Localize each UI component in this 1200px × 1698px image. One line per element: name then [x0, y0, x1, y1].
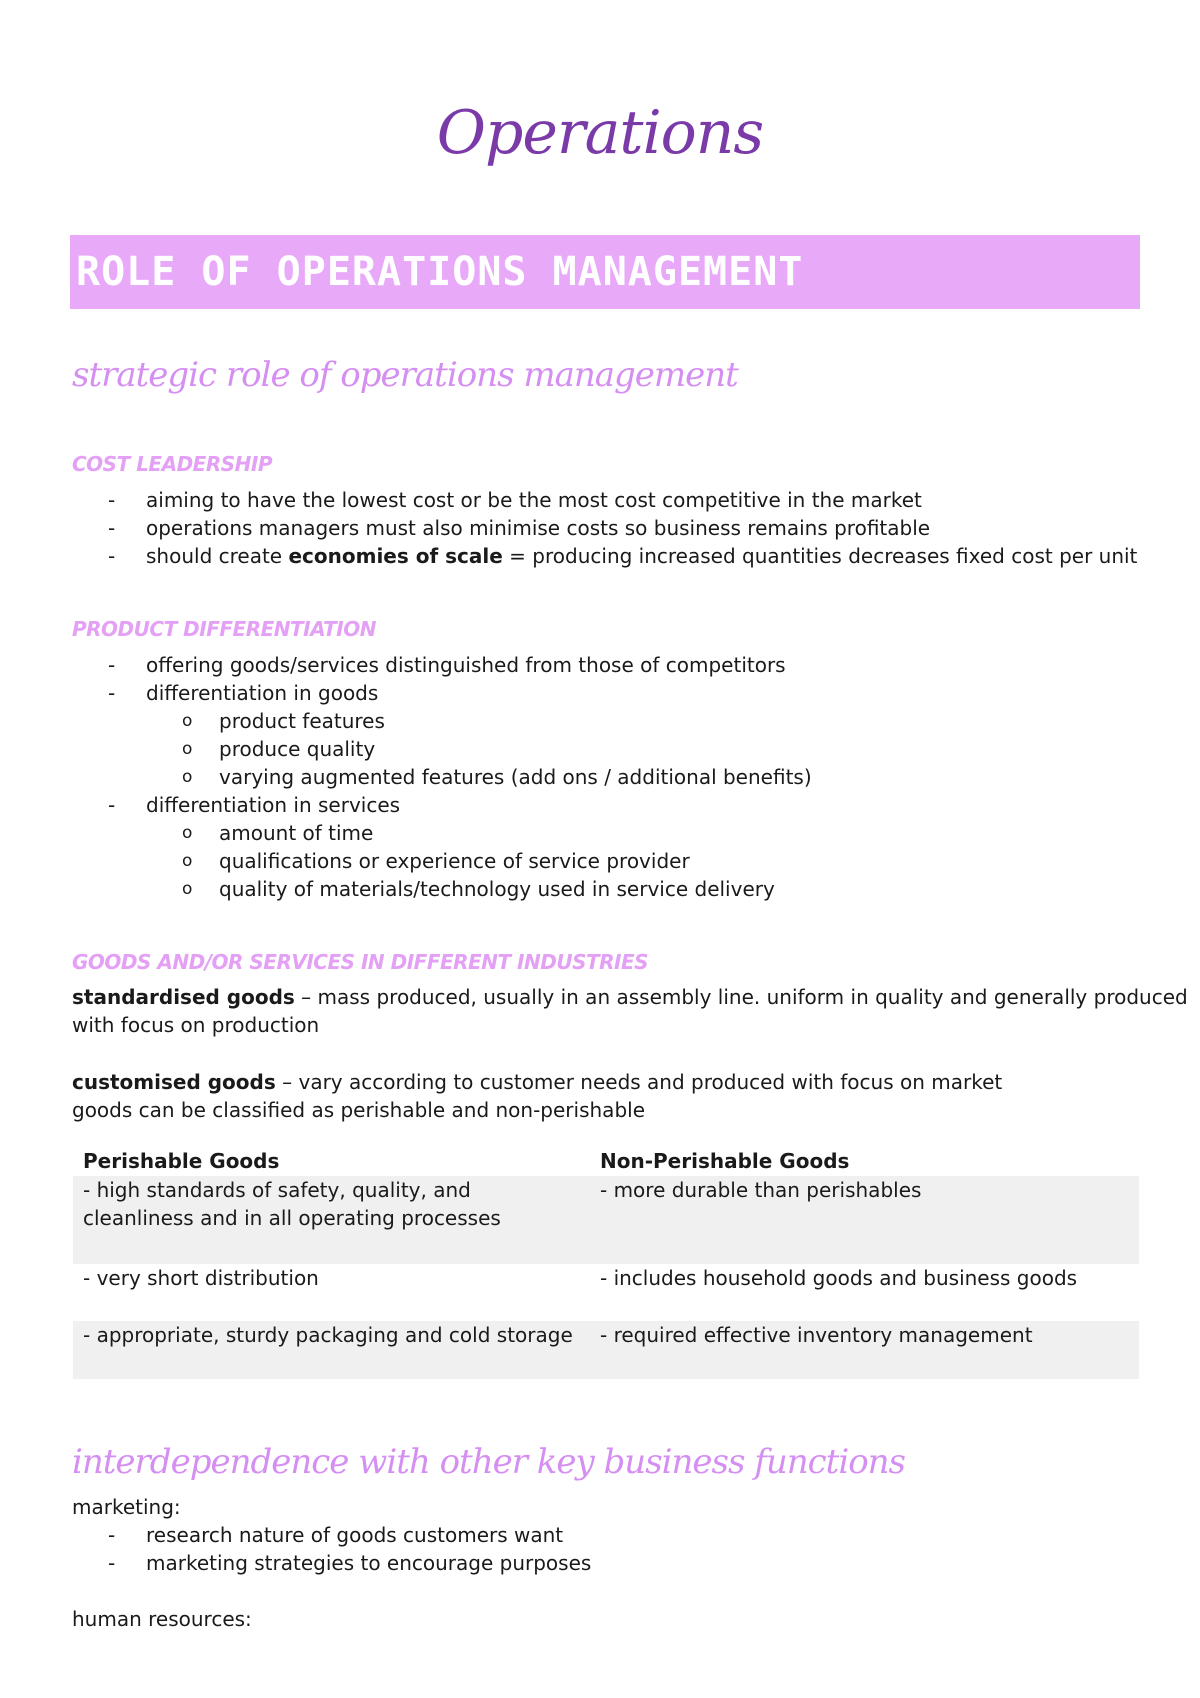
- cost-leadership-heading: COST LEADERSHIP: [72, 452, 272, 476]
- sub-list-item: produce quality: [219, 737, 376, 761]
- paragraph-text: – vary according to customer needs and produced with focus on market: [275, 1070, 1003, 1094]
- table-row: [73, 1264, 1139, 1321]
- customised-goods-paragraph: [72, 1068, 1002, 1096]
- dash-bullet: -: [108, 1551, 116, 1575]
- goods-services-heading: GOODS AND/OR SERVICES IN DIFFERENT INDUSTRIES: [72, 950, 649, 974]
- list-item: [146, 542, 1137, 570]
- circle-bullet: o: [182, 739, 193, 759]
- section-banner: [70, 235, 1140, 309]
- table-header-row: [73, 1147, 1139, 1175]
- page-title: Operations: [436, 98, 764, 168]
- list-item: operations managers must also minimise costs so business remains profitable: [146, 516, 931, 540]
- interdependence-heading: interdependence with other key business functions: [72, 1442, 906, 1482]
- sub-list-item: amount of time: [219, 821, 374, 845]
- list-item: research nature of goods customers want: [146, 1523, 564, 1547]
- dash-bullet: -: [108, 1523, 116, 1547]
- paragraph-text: with focus on production: [72, 1013, 320, 1037]
- table-cell: - required effective inventory management: [600, 1323, 1033, 1347]
- table-cell: - includes household goods and business goods: [600, 1266, 1078, 1290]
- circle-bullet: o: [182, 767, 193, 787]
- sub-list-item: product features: [219, 709, 385, 733]
- circle-bullet: o: [182, 851, 193, 871]
- list-item: offering goods/services distinguished from those of competitors: [146, 653, 786, 677]
- list-item: differentiation in services: [146, 793, 401, 817]
- customised-goods-term: customised goods: [72, 1070, 276, 1094]
- dash-bullet: -: [108, 793, 116, 817]
- table-row: [73, 1176, 1139, 1264]
- list-item: aiming to have the lowest cost or be the most cost competitive in the market: [146, 488, 922, 512]
- table-cell: - high standards of safety, quality, and cleanliness and in all operating processes: [83, 1178, 501, 1230]
- dash-bullet: -: [108, 516, 116, 540]
- table-cell: - very short distribution: [83, 1266, 319, 1290]
- table-row: [73, 1321, 1139, 1379]
- list-item-text: should create: [146, 544, 289, 568]
- list-item-text: = producing increased quantities decreases fixed cost per unit: [502, 544, 1138, 568]
- sub-list-item: varying augmented features (add ons / additional benefits): [219, 765, 812, 789]
- circle-bullet: o: [182, 823, 193, 843]
- strategic-role-heading: strategic role of operations management: [72, 355, 738, 395]
- product-differentiation-heading: PRODUCT DIFFERENTIATION: [72, 617, 376, 641]
- circle-bullet: o: [182, 879, 193, 899]
- dash-bullet: -: [108, 488, 116, 512]
- paragraph-text: – mass produced, usually in an assembly line. uniform in quality and generally produced: [294, 985, 1188, 1009]
- standardised-goods-term: standardised goods: [72, 985, 295, 1009]
- sub-list-item: qualifications or experience of service provider: [219, 849, 690, 873]
- economies-of-scale-term: economies of scale: [288, 544, 503, 568]
- marketing-label: marketing:: [72, 1495, 181, 1519]
- table-cell: - appropriate, sturdy packaging and cold storage: [83, 1323, 573, 1347]
- banner-text: ROLE OF OPERATIONS MANAGEMENT: [76, 249, 804, 295]
- circle-bullet: o: [182, 711, 193, 731]
- paragraph-text: goods can be classified as perishable and non-perishable: [72, 1098, 645, 1122]
- dash-bullet: -: [108, 544, 116, 568]
- dash-bullet: -: [108, 681, 116, 705]
- human-resources-label: human resources:: [72, 1607, 252, 1631]
- table-header-cell: Non-Perishable Goods: [600, 1149, 850, 1173]
- sub-list-item: quality of materials/technology used in service delivery: [219, 877, 775, 901]
- dash-bullet: -: [108, 653, 116, 677]
- standardised-goods-paragraph: [72, 983, 1188, 1011]
- table-header-cell: Perishable Goods: [83, 1149, 280, 1173]
- table-cell: - more durable than perishables: [600, 1178, 922, 1202]
- list-item: differentiation in goods: [146, 681, 379, 705]
- list-item: marketing strategies to encourage purposes: [146, 1551, 592, 1575]
